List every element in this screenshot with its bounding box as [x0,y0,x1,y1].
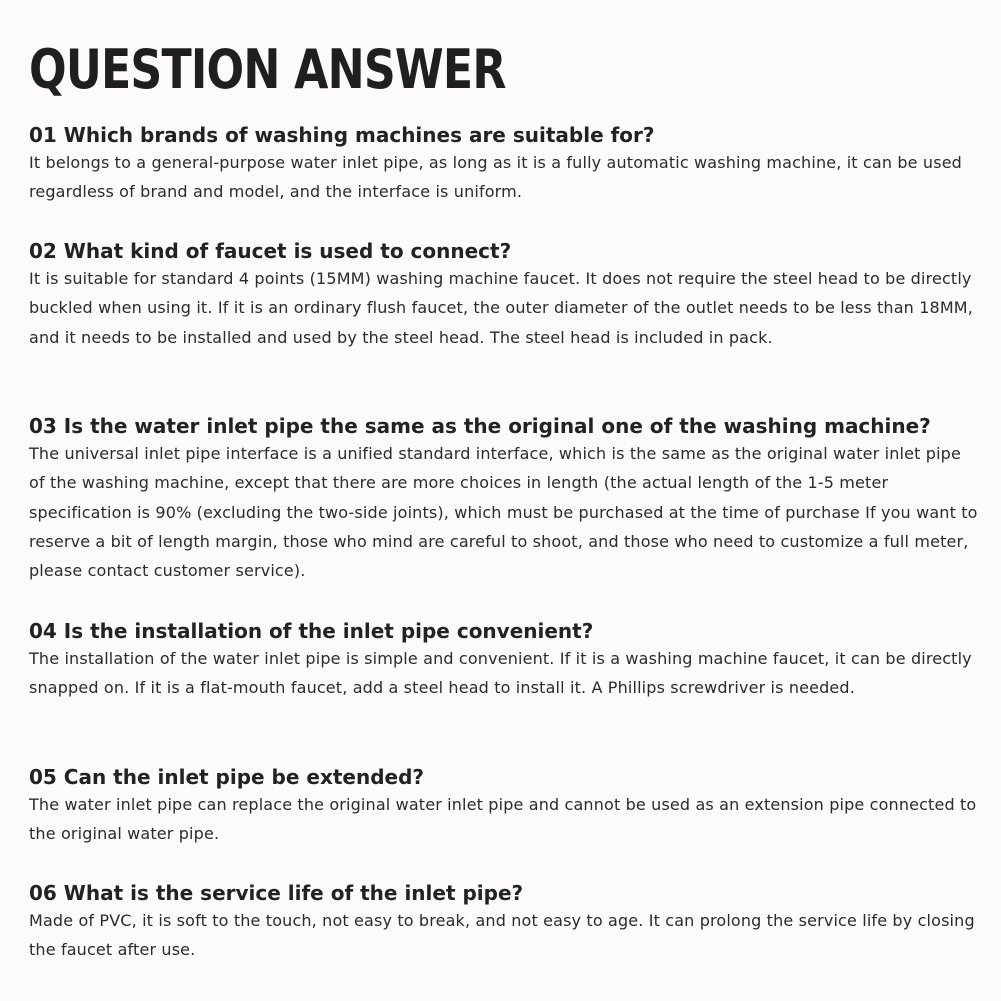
question-heading: 03 Is the water inlet pipe the same as the original one of the washing machine? [29,414,931,438]
question-heading: 06 What is the service life of the inlet pipe? [29,881,524,905]
answer-text: It is suitable for standard 4 points (15MM) washing machine faucet. It does not require the steel head to be directly buckled when using it. If it is an ordinary flush faucet, the outer diameter of the outlet needs to be less than 18MM, and it needs to be installed and used by the steel head. The steel head is included in pack. [29,269,973,347]
question-heading: 01 Which brands of washing machines are suitable for? [29,123,655,147]
qa-item-02 [29,238,979,352]
question-heading: 02 What kind of faucet is used to connect? [29,239,512,263]
answer-text: The installation of the water inlet pipe is simple and convenient. If it is a washing machine faucet, it can be directly snapped on. If it is a flat-mouth faucet, add a steel head to install it. A Phillips screwdriver is needed. [29,649,972,698]
qa-item-03 [29,413,979,585]
answer-text: Made of PVC, it is soft to the touch, not easy to break, and not easy to age. It can prolong the service life by closing the faucet after use. [29,911,975,960]
question-heading: 05 Can the inlet pipe be extended? [29,765,425,789]
qa-item-04 [29,618,979,703]
qa-item-06 [29,880,979,965]
answer-text: The universal inlet pipe interface is a unified standard interface, which is the same as the original water inlet pipe of the washing machine, except that there are more choices in length (the actual length of the 1-5 meter specification is 90% (excluding the two-side joints), which must be purchased at the time of purchase If you want to reserve a bit of length margin, those who mind are careful to shoot, and those who need to customize a full meter, please contact customer service). [29,444,978,581]
page-title: QUESTION ANSWER [29,38,506,101]
question-heading: 04 Is the installation of the inlet pipe convenient? [29,619,594,643]
qa-item-01 [29,122,979,207]
qa-item-05 [29,764,979,849]
answer-text: It belongs to a general-purpose water inlet pipe, as long as it is a fully automatic washing machine, it can be used regardless of brand and model, and the interface is uniform. [29,153,962,202]
answer-text: The water inlet pipe can replace the original water inlet pipe and cannot be used as an extension pipe connected to the original water pipe. [29,795,977,844]
